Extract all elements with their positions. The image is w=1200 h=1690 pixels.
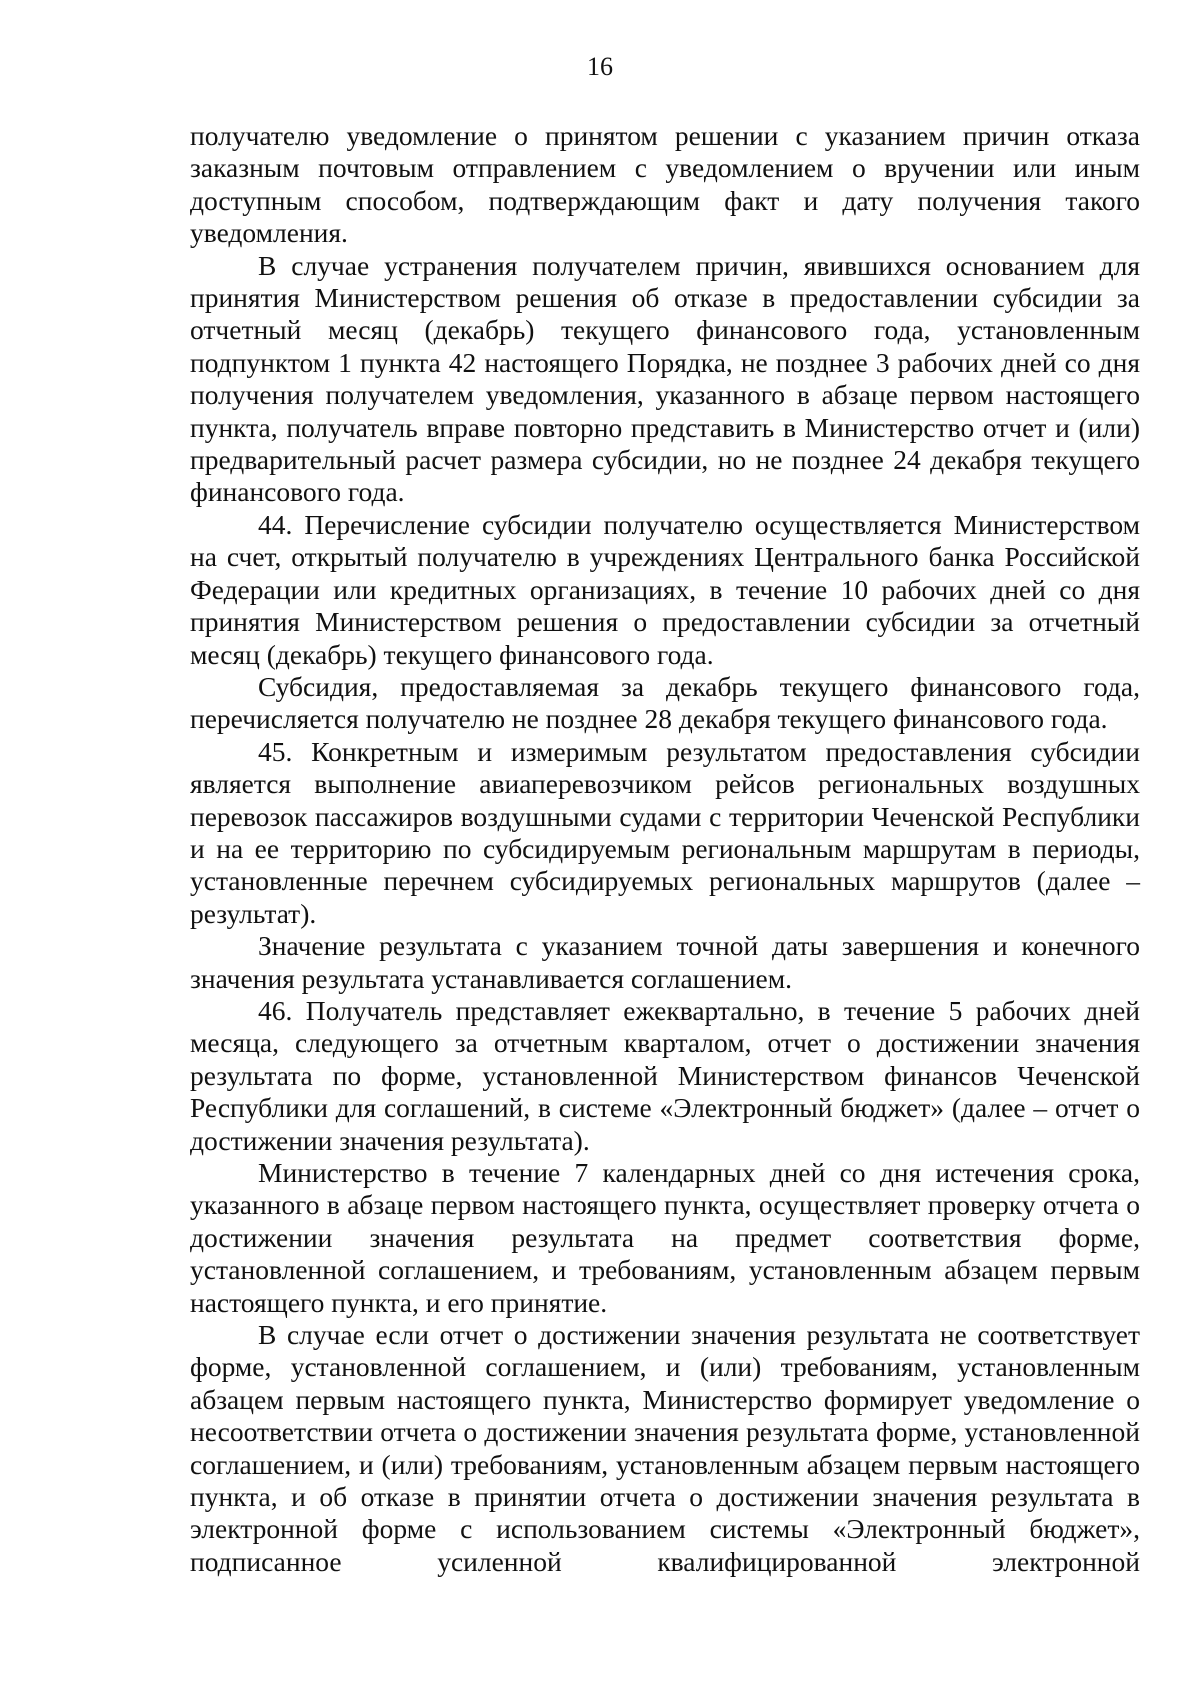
paragraph: В случае устранения получателем причин, явившихся основанием для принятия Министерством решения об отказе в предоставлении субсидии за отчетный месяц (декабрь) текущего финансового года, установленным подпунктом 1 пункта 42 настоящего Порядка, не позднее 3 рабочих дней со дня получения получателем уведомления, указанного в абзаце первом настоящего пункта, получатель вправе повторно представить в Министерство отчет и (или) предварительный расчет размера субсидии, но не позднее 24 декабря текущего финансового года.	[190, 249, 1140, 508]
paragraph-item-45: 45. Конкретным и измеримым результатом предоставления субсидии является выполнение авиаперевозчиком рейсов региональных воздушных перевозок пассажиров воздушными судами с территории Чеченской Республики и на ее территорию по субсидируемым региональным маршрутам в периоды, установленные перечнем субсидируемых региональных маршрутов (далее – результат).	[190, 735, 1140, 929]
paragraph: Министерство в течение 7 календарных дней со дня истечения срока, указанного в абзаце первом настоящего пункта, осуществляет проверку отчета о достижении значения результата на предмет соответствия форме, установленной соглашением, и требованиям, установленным абзацем первым настоящего пункта, и его принятие.	[190, 1157, 1140, 1318]
paragraph-continues-next-page: В случае если отчет о достижении значения результата не соответствует форме, установленной соглашением, и (или) требованиям, установленным абзацем первым настоящего пункта, Министерство формирует уведомление о несоответствии отчета о достижении значения результата форме, установленной соглашением, и (или) требованиям, установленным абзацем первым настоящего пункта, и об отказе в принятии отчета о достижении значения результата в электронной форме с использованием системы «Электронный бюджет», подписанное усиленной квалифицированной электронной	[190, 1319, 1140, 1577]
document-body	[190, 120, 1140, 1578]
paragraph-item-46: 46. Получатель представляет ежеквартально, в течение 5 рабочих дней месяца, следующего за отчетным кварталом, отчет о достижении значения результата по форме, установленной Министерством финансов Чеченской Республики для соглашений, в системе «Электронный бюджет» (далее – отчет о достижении значения результата).	[190, 994, 1140, 1156]
page-number: 16	[587, 52, 613, 81]
paragraph-continuation: получателю уведомление о принятом решении с указанием причин отказа заказным почтовым отправлением с уведомлением о вручении или иным доступным способом, подтверждающим факт и дату получения такого уведомления.	[190, 120, 1140, 249]
paragraph: Значение результата с указанием точной даты завершения и конечного значения результата устанавливается соглашением.	[190, 930, 1140, 994]
paragraph-item-44: 44. Перечисление субсидии получателю осуществляется Министерством на счет, открытый получателю в учреждениях Центрального банка Российской Федерации или кредитных организациях, в течение 10 рабочих дней со дня принятия Министерством решения о предоставлении субсидии за отчетный месяц (декабрь) текущего финансового года.	[190, 508, 1140, 670]
paragraph: Субсидия, предоставляемая за декабрь текущего финансового года, перечисляется получателю не позднее 28 декабря текущего финансового года.	[190, 670, 1140, 735]
